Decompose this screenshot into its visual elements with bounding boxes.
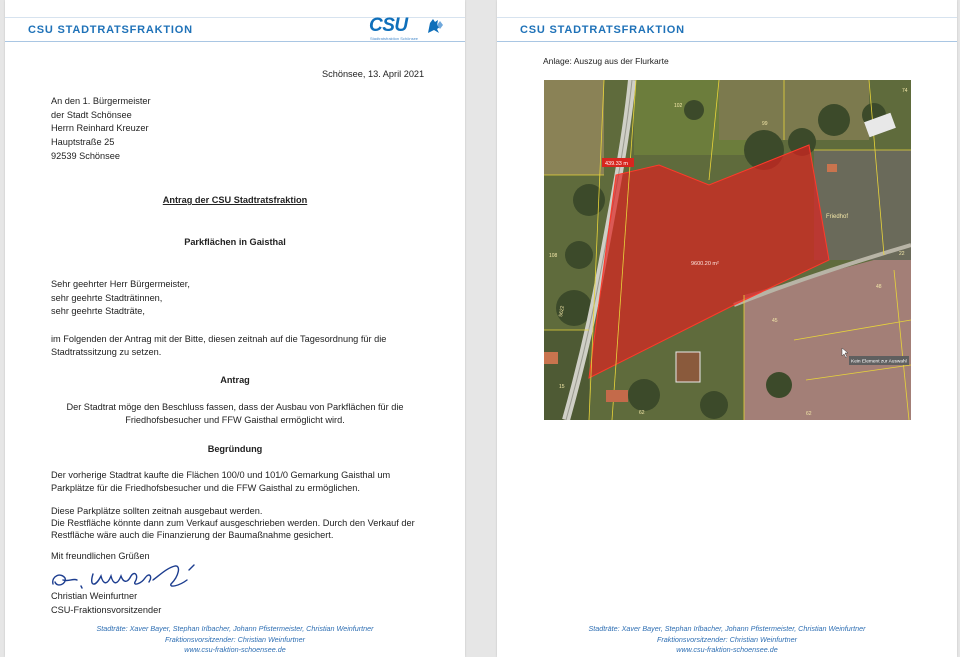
begruendung-line: Der vorherige Stadtrat kaufte die Flächen 100/0 und 101/0 Gemarkung Gaisthal um [51,470,391,480]
parcel-number: 102 [674,103,683,109]
parcel-number: 62 [639,410,645,416]
csu-logo [369,15,449,43]
signer-name: Christian Weinfurtner [51,591,138,601]
csu-logo-tagline: Stadtratsfraktion Schönsee [370,36,419,41]
signer-role: CSU-Fraktionsvorsitzender [51,605,162,615]
recipient-line: Hauptstraße 25 [51,137,115,147]
cadastral-map [544,80,911,420]
annex-page [497,0,957,657]
parcel-number: 99 [762,121,768,127]
field-area [544,80,604,175]
place-label: Friedhof [826,214,849,220]
recipient-line: An den 1. Bürgermeister [51,96,151,106]
parcel-number: 5622 [558,305,566,318]
recipient-line: der Stadt Schönsee [51,110,132,120]
salutation-line: sehr geehrte Stadträte, [51,306,145,316]
letter-title: Antrag der CSU Stadtratsfraktion [162,195,308,205]
intro-line: im Folgenden der Antrag mit der Bitte, diesen zeitnah auf die Tagesordnung für die [51,334,387,344]
footer-members: Stadträte: Xaver Bayer, Stephan Irlbacher, Johann Pfistermeister, Christian Weinfurtner [96,624,374,633]
letter-page [5,0,465,657]
parcel-number: 62 [806,411,812,417]
begruendung-line: Parkplätze für die Friedhofsbesucher und die FFW Gaisthal zu ermöglichen. [51,483,360,493]
parcel-number: 108 [549,253,558,259]
map-tooltip-text: Kein Element zur Auswahl [851,359,907,365]
header-title: CSU STADTRATSFRAKTION [28,24,193,36]
footer [5,624,465,656]
header-title: CSU STADTRATSFRAKTION [520,24,685,36]
closing: Mit freundlichen Grüßen [51,551,150,561]
map-caption: Anlage: Auszug aus der Flurkarte [543,56,669,66]
recipient-line: Herrn Reinhard Kreuzer [51,123,149,133]
header-rule-top [497,17,957,18]
parcel-number: 74 [902,88,908,94]
antrag-text-line: Friedhofsbesucher und FFW Gaisthal ermöglicht wird. [125,415,345,425]
salutation-line: sehr geehrte Stadträtinnen, [51,293,163,303]
recipient-line: 92539 Schönsee [51,151,120,161]
length-measure: 439.33 m [605,161,628,167]
intro-line: Stadtratssitzung zu setzen. [51,347,162,357]
letter-subject: Parkflächen in Gaisthal [184,237,286,247]
footer-website[interactable]: www.csu-fraktion-schoensee.de [676,645,778,654]
parcel-number: 48 [876,284,882,290]
begruendung-line: Restfläche wäre auch die Finanzierung der Baumaßnahme gesichert. [51,530,334,540]
place-date: Schönsee, 13. April 2021 [322,69,425,79]
begruendung-line: Die Restfläche könnte dann zum Verkauf ausgeschrieben werden. Durch den Verkauf der [51,518,415,528]
area-measure: 9600.20 m² [691,261,719,267]
header-rule [5,41,465,42]
antrag-heading: Antrag [220,375,250,385]
csu-logo-text: CSU [369,15,408,36]
footer-website[interactable]: www.csu-fraktion-schoensee.de [184,645,286,654]
lion-icon [424,17,444,35]
footer-chair: Fraktionsvorsitzender: Christian Weinfurtner [656,634,798,644]
begruendung-line: Diese Parkplätze sollten zeitnah ausgebaut werden. [51,506,263,516]
salutation-line: Sehr geehrter Herr Bürgermeister, [51,279,190,289]
begruendung-heading: Begründung [207,444,263,454]
footer [497,624,957,656]
parcel-number: 15 [559,384,565,390]
footer-members: Stadträte: Xaver Bayer, Stephan Irlbacher, Johann Pfistermeister, Christian Weinfurtner [588,624,866,633]
antrag-text-line: Der Stadtrat möge den Beschluss fassen, dass der Ausbau von Parkflächen für die [66,402,404,412]
footer-chair: Fraktionsvorsitzender: Christian Weinfurtner [164,634,306,644]
parcel-number: 22 [899,251,905,257]
header-rule [497,41,957,42]
parcel-number: 45 [772,318,778,324]
